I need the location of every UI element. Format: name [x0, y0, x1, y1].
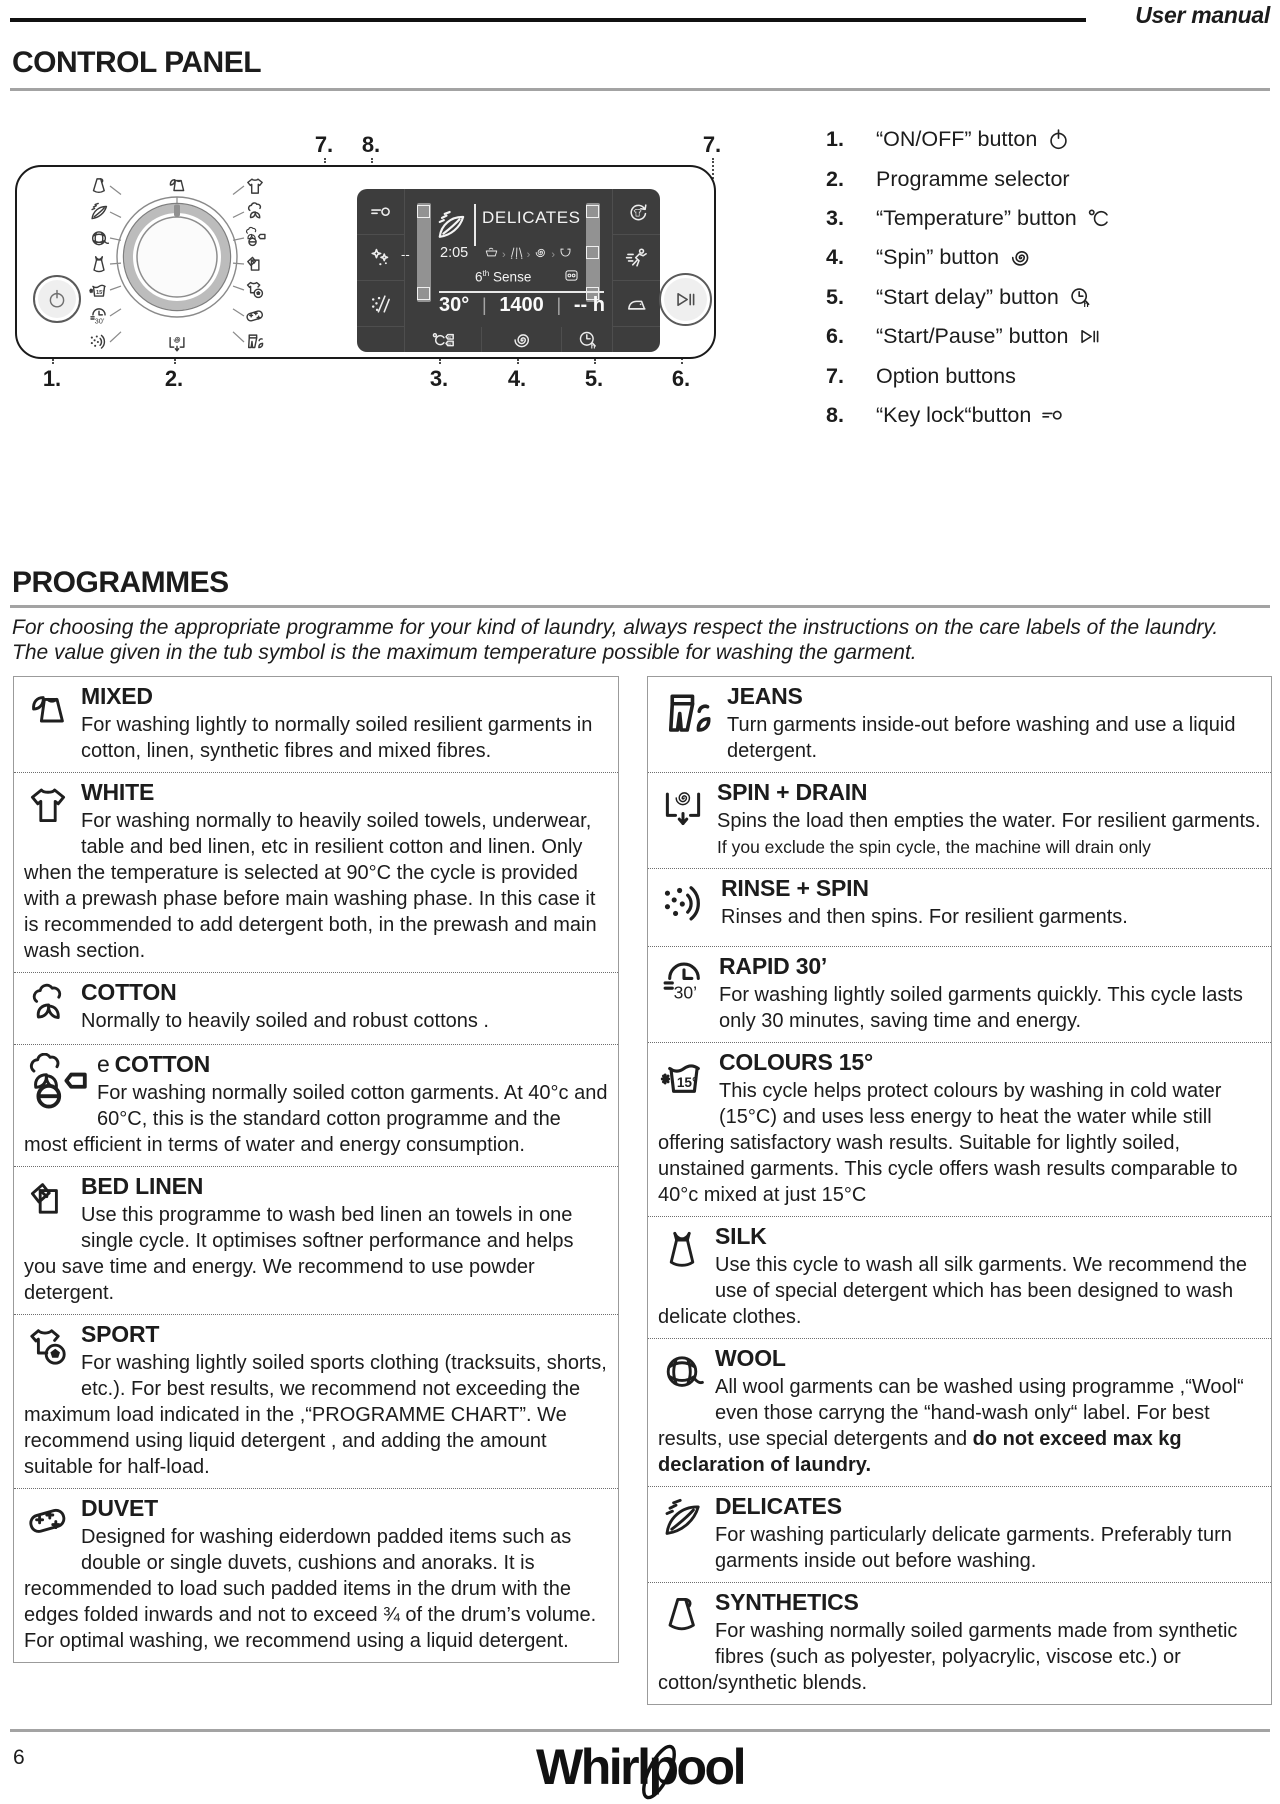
- spin-icon: [533, 245, 548, 260]
- sense-number: 6: [475, 269, 483, 285]
- programme-title: SPIN + DRAIN: [717, 778, 868, 805]
- programme-title: SILK: [715, 1222, 767, 1249]
- callout-bottom-6: 6.: [671, 366, 691, 391]
- intro-line-1: For choosing the appropriate programme for your kind of laundry, always respect the instructions on the care labels of the laundry.: [12, 615, 1219, 639]
- programme-title: BED LINEN: [81, 1172, 204, 1199]
- separator: |: [556, 295, 562, 315]
- delicates-icon: [92, 203, 106, 218]
- delay-placeholder: --: [401, 247, 410, 262]
- legend-label: “Start/Pause” button: [876, 324, 1069, 349]
- callout-top-1: 7.: [314, 132, 334, 157]
- programme-title: DUVET: [81, 1494, 158, 1521]
- colours15-icon: [90, 285, 106, 296]
- temperature-icon: [1085, 205, 1112, 232]
- wash-icon: [484, 245, 499, 260]
- svg-text:15°: 15°: [676, 1074, 698, 1090]
- legend-item: [826, 356, 1112, 395]
- programme-description: Designed for washing eiderdown padded items such as double or single duvets, cushions and anoraks. It is recommended to load such padded items in the drum with the edges folded inwards and not to exceed ¾ of the drum’s volume. For optimal washing, we recommend using a liquid detergent.: [24, 1525, 597, 1652]
- power-icon: [1045, 126, 1072, 153]
- delay-value: -- h: [573, 294, 605, 316]
- legend-number: 8.: [826, 402, 844, 427]
- left-slider-bar: [417, 203, 431, 302]
- washer-control-panel: [15, 165, 716, 359]
- settings-row: [439, 294, 605, 317]
- fast-icon-button: [613, 235, 660, 281]
- header-rule: [10, 18, 1086, 22]
- programme-description: Spins the load then empties the water. For resilient garments. If you exclude the spin cycle, the machine will drain only: [717, 809, 1261, 857]
- rinse-icon: [509, 245, 524, 265]
- legend-label: “Temperature” button: [876, 205, 1077, 230]
- programme-title: RAPID 30’: [719, 952, 828, 979]
- section-title-control-panel: CONTROL PANEL: [12, 46, 262, 79]
- white-icon: [24, 781, 72, 829]
- display-bottom-buttons: [404, 327, 613, 352]
- eco-prefix: e: [97, 1050, 110, 1077]
- key-lock-icon: [368, 199, 394, 225]
- callout-top-2: 8.: [361, 132, 381, 157]
- delicates-icon: [433, 208, 469, 249]
- wool-icon: [93, 232, 109, 245]
- programme-description: For washing normally soiled garments made from synthetic fibres (such as polyester, polyacrylic, viscose etc.) or cotton/synthetic blends.: [658, 1619, 1238, 1694]
- sense-icon: [563, 267, 580, 284]
- chevron-icon: ›: [526, 249, 531, 261]
- freshcare-icon-button: [613, 189, 660, 235]
- programmes-section: [0, 560, 1280, 1705]
- temperature-value: 30°: [439, 294, 470, 316]
- programmes-column-right: [647, 676, 1272, 1705]
- legend-label: “Start delay” button: [876, 284, 1059, 309]
- slider-square: [586, 205, 599, 218]
- legend-item: [826, 159, 1112, 198]
- legend-label: Option buttons: [876, 363, 1016, 388]
- spin-icon: [533, 245, 548, 265]
- svg-text:30’: 30’: [94, 316, 105, 326]
- legend-label: Programme selector: [876, 166, 1070, 191]
- extra-rinse-icon: [368, 291, 394, 317]
- legend-item: [826, 278, 1112, 317]
- stain-icon-button: [357, 235, 404, 281]
- slider-square: [417, 287, 430, 300]
- programme-item-rinse-spin: [648, 869, 1271, 947]
- rapid30-icon: [658, 955, 710, 1007]
- key-lock-icon-button: [357, 189, 404, 235]
- legend-item: [826, 120, 1112, 159]
- programme-item-duvet: [14, 1489, 618, 1662]
- legend-number: 1.: [826, 127, 844, 152]
- programme-description: Normally to heavily soiled and robust cottons .: [81, 1009, 489, 1032]
- silk-icon: [658, 1225, 706, 1273]
- svg-text:h: h: [590, 340, 596, 350]
- duvet-icon: [24, 1497, 72, 1545]
- chevron-icon: ›: [502, 249, 506, 261]
- spin-icon-button: [481, 327, 561, 352]
- programme-title: RINSE + SPIN: [721, 874, 869, 901]
- slider-square: [586, 246, 599, 259]
- section-rule: [10, 88, 1270, 91]
- sense-icon: [563, 267, 580, 289]
- legend-number: 2.: [826, 166, 844, 191]
- sport-icon: [24, 1323, 72, 1371]
- sport-icon: [248, 283, 263, 298]
- programme-item-colours-15-: [648, 1043, 1271, 1217]
- programme-description: For washing normally to heavily soiled towels, underwear, table and bed linen, etc in resilient cotton and linen. Only when the temperature is selected at 90°C the cycle is provided with a prewash phase before main washing phase. In this case it is recommended to add detergent both, in the prewash and main wash section.: [24, 809, 597, 962]
- programme-title: DELICATES: [715, 1492, 842, 1519]
- programme-title: SPORT: [81, 1320, 160, 1347]
- rapid30-icon: [91, 309, 105, 326]
- extra-rinse-icon-button: [357, 281, 404, 327]
- programme-item-white: [14, 773, 618, 973]
- programme-description: This cycle helps protect colours by washing in cold water (15°C) and uses less energy to heat the water while still offering satisfactory wash results. Suitable for lightly soiled, unstained garments. This cycle offers wash results comparable to 40°c mixed at just 15°C: [658, 1079, 1238, 1206]
- legend-number: 7.: [826, 363, 844, 388]
- start-delay-icon-button: [561, 327, 613, 352]
- programme-item-jeans: [648, 677, 1271, 773]
- programme-title: WOOL: [715, 1344, 786, 1371]
- legend-item: [826, 317, 1112, 356]
- programme-title: JEANS: [727, 682, 803, 709]
- easy-iron-icon: [624, 291, 650, 317]
- sense-word: Sense: [493, 269, 532, 285]
- easy-iron-icon-button: [613, 281, 660, 327]
- rinse-icon: [509, 245, 524, 260]
- section-title-programmes: PROGRAMMES: [12, 566, 229, 599]
- start-pause-icon: [1076, 323, 1103, 350]
- synthetics-icon: [94, 179, 105, 192]
- programme-item-sport: [14, 1315, 618, 1489]
- svg-text:Whirlpool: Whirlpool: [536, 1739, 744, 1795]
- section-rule: [10, 605, 1270, 608]
- programme-description: Turn garments inside-out before washing and use a liquid detergent.: [727, 713, 1236, 762]
- control-panel-diagram: [0, 100, 1280, 560]
- rinse-spin-icon: [658, 877, 712, 931]
- programme-item-synthetics: [648, 1583, 1271, 1704]
- temp-tags-icon: [431, 328, 455, 352]
- duvet-icon: [246, 310, 263, 321]
- spin-drain-icon: [170, 337, 184, 350]
- callout-bottom-2: 2.: [164, 366, 184, 391]
- callout-bottom-1: 1.: [42, 366, 62, 391]
- callout-bottom-3: 3.: [429, 366, 449, 391]
- key-lock-icon: [1039, 402, 1066, 429]
- programme-item-cotton: [14, 1045, 618, 1167]
- spin-speed-value: 1400: [499, 294, 544, 316]
- drain-icon: [558, 245, 573, 260]
- svg-text:40°: 40°: [446, 334, 453, 339]
- start-pause-icon: [672, 286, 699, 313]
- programme-item-mixed: [14, 677, 618, 773]
- mixed-icon: [170, 180, 183, 191]
- bed-linen-icon: [24, 1175, 72, 1223]
- spin-drain-icon: [658, 781, 708, 831]
- silk-icon: [94, 257, 104, 272]
- freshcare-icon: [624, 199, 650, 225]
- stain-icon: [368, 245, 394, 271]
- eco-cotton-icon: [247, 227, 265, 245]
- svg-text:60°: 60°: [446, 341, 453, 346]
- programme-description: For washing lightly soiled garments quickly. This cycle lasts only 30 minutes, saving time and energy.: [719, 983, 1243, 1032]
- delicates-icon: [433, 208, 469, 244]
- legend-label: “ON/OFF” button: [876, 127, 1038, 152]
- screen-divider: [474, 204, 476, 246]
- programme-item-silk: [648, 1217, 1271, 1339]
- sense-label: [475, 269, 531, 285]
- callout-bottom-4: 4.: [507, 366, 527, 391]
- chevron-icon: ›: [551, 249, 556, 261]
- callout-bottom-5: 5.: [584, 366, 604, 391]
- rinse-spin-icon: [91, 335, 105, 348]
- selected-programme: DELICATES: [482, 208, 581, 227]
- programme-description: For washing lightly soiled sports clothing (tracksuits, shorts, etc.). For best results, we recommend not exceeding the maximum load indicated in the ,“PROGRAMME CHART”. We recommend using liquid detergent , and adding the amount suitable for half-load.: [24, 1351, 607, 1478]
- programme-selector-dial: [57, 172, 297, 357]
- programme-title: e COTTON: [97, 1050, 211, 1077]
- programme-title: COLOURS 15°: [719, 1048, 873, 1075]
- legend-label: “Spin” button: [876, 245, 1000, 270]
- programme-item-spin-drain: [648, 773, 1271, 869]
- svg-text:15°: 15°: [95, 290, 105, 297]
- display-module: [357, 189, 660, 352]
- page-number: 6: [13, 1746, 25, 1769]
- separator: |: [481, 295, 487, 315]
- start-pause-button: [659, 273, 712, 326]
- colours15-icon: [658, 1051, 710, 1103]
- legend-number: 6.: [826, 324, 844, 349]
- start-delay-icon: [576, 328, 600, 352]
- display-left-options: [357, 189, 405, 352]
- start-delay-icon: [1067, 284, 1094, 311]
- cotton-icon: [249, 203, 261, 218]
- spin-icon: [1007, 244, 1034, 271]
- drain-icon: [558, 245, 573, 265]
- legend-number: 3.: [826, 205, 844, 230]
- time-remaining: 2:05: [440, 245, 469, 261]
- delicates-icon: [658, 1495, 706, 1543]
- right-slider-bar: [586, 203, 600, 302]
- programmes-column-left: [13, 676, 619, 1663]
- legend-number: 4.: [826, 245, 844, 270]
- programme-description: All wool garments can be washed using programme ,“Wool“ even those carryng the “hand-wash only“ label. For best results, use special detergents and do not exceed max kg declaration of laundry.: [658, 1375, 1244, 1476]
- legend-number: 5.: [826, 284, 844, 309]
- legend-item: [826, 199, 1112, 238]
- programme-item-wool: [648, 1339, 1271, 1487]
- eco-cotton-icon: [24, 1053, 88, 1117]
- wash-icon: [484, 245, 499, 265]
- programme-title: MIXED: [81, 682, 153, 709]
- mixed-icon: [24, 685, 72, 733]
- svg-text:h: h: [1083, 298, 1089, 309]
- cotton-icon: [24, 981, 72, 1029]
- cycle-phase-icons: [484, 245, 573, 265]
- programme-description: Use this programme to wash bed linen an towels in one single cycle. It optimises softner performance and helps you save time and energy. We recommend to use powder detergent.: [24, 1203, 574, 1304]
- callout-top-3: 7.: [702, 132, 722, 157]
- display-right-options: [612, 189, 660, 352]
- legend-label: “Key lock“button: [876, 402, 1032, 427]
- programme-title: COTTON: [81, 978, 177, 1005]
- svg-text:30’: 30’: [673, 982, 698, 1003]
- wool-icon: [658, 1347, 706, 1395]
- programme-description: Use this cycle to wash all silk garments. We recommend the use of special detergent which has been designed to wash delicate clothes.: [658, 1253, 1248, 1328]
- bed-linen-icon: [248, 257, 259, 270]
- screen-rule: [439, 291, 604, 293]
- programme-item-delicates: [648, 1487, 1271, 1583]
- programme-description: For washing lightly to normally soiled resilient garments in cotton, linen, synthetic fibres and mixed fibres.: [81, 713, 593, 762]
- intro-line-2: The value given in the tub symbol is the maximum temperature possible for washing the garment.: [12, 640, 917, 664]
- programme-item-bed-linen: [14, 1167, 618, 1315]
- programme-title: WHITE: [81, 778, 155, 805]
- legend-item: [826, 238, 1112, 277]
- fast-icon: [624, 245, 650, 271]
- programme-description: For washing normally soiled cotton garments. At 40°c and 60°C, this is the standard cotton programme and the most efficient in terms of water and energy consumption.: [24, 1081, 608, 1156]
- jeans-icon: [658, 685, 718, 745]
- programme-item-rapid-30-: [648, 947, 1271, 1043]
- document-title: User manual: [1135, 2, 1270, 28]
- sense-sup: th: [482, 269, 490, 278]
- programme-description: For washing particularly delicate garments. Preferably turn garments inside out before washing.: [715, 1523, 1232, 1572]
- programme-item-cotton: [14, 973, 618, 1045]
- synthetics-icon: [658, 1591, 706, 1639]
- temp-tags-icon-button: [404, 327, 481, 352]
- spin-icon: [510, 328, 534, 352]
- slider-square: [417, 205, 430, 218]
- programme-title: SYNTHETICS: [715, 1588, 859, 1615]
- control-legend: [826, 120, 1112, 435]
- white-icon: [248, 179, 262, 193]
- whirlpool-logo: [490, 1732, 790, 1804]
- jeans-icon: [249, 335, 263, 347]
- programme-description: Rinses and then spins. For resilient garments.: [721, 905, 1128, 928]
- legend-item: [826, 396, 1112, 435]
